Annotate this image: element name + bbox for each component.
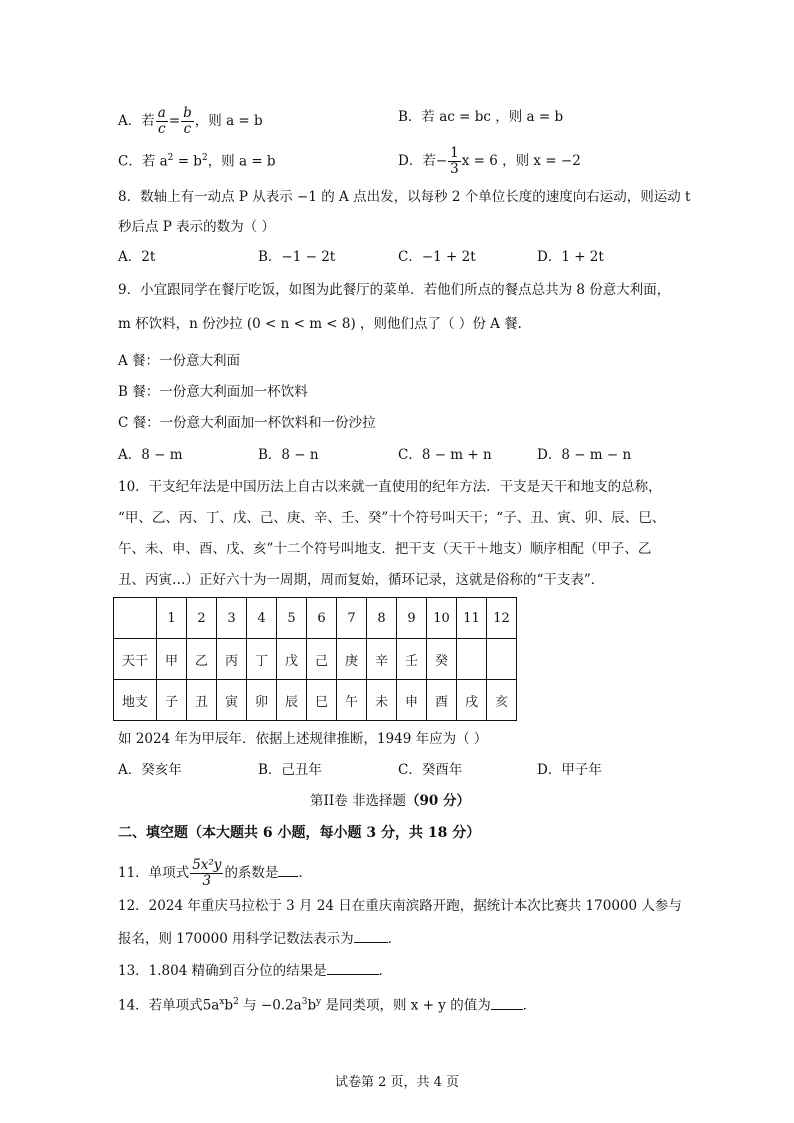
fraction-b-over-c: $\frac{b}{c}$ xyxy=(183,105,192,137)
q11: 11．单项式 $\frac{\text{5x²y}}{3}$ 的系数是 ． xyxy=(118,857,312,889)
fraction-one-third: $\frac{1}{3}$ xyxy=(450,145,459,177)
q9-option-c: C．8 − m + n xyxy=(398,447,492,463)
table-cell: 2 xyxy=(187,598,217,639)
table-cell: 己 xyxy=(307,639,337,680)
table-cell: 辛 xyxy=(367,639,397,680)
q9-option-d: D．8 − m − n xyxy=(537,447,632,463)
fraction-a-over-c: $\frac{a}{c}$ xyxy=(157,105,166,137)
q10-question: 如 2024 年为甲辰年．依据上述规律推断，1949 年应为（ ） xyxy=(118,731,488,747)
q9-stem-line1: 9．小宜跟同学在餐厅吃饭，如图为此餐厅的菜单．若他们所点的餐点总共为 8 份意大利面， xyxy=(118,282,671,298)
q13: 13．1.804 精确到百分位的结果是 ． xyxy=(118,960,392,981)
answer-blank[interactable] xyxy=(327,960,379,975)
q9-menu-c: C 餐：一份意大利面加一杯饮料和一份沙拉 xyxy=(118,415,376,431)
table-cell: 辰 xyxy=(277,680,307,721)
q14: 14．若单项式$5a^xb^2$ 与 $-0.2a^3b^y$ 是同类项，则 x + y 的值为 ． xyxy=(118,992,536,1016)
table-cell: 戊 xyxy=(277,639,307,680)
table-cell: 7 xyxy=(337,598,367,639)
q9-option-b: B．8 − n xyxy=(258,447,319,463)
table-cell: 卯 xyxy=(247,680,277,721)
q10-stem-line3: 午、未、申、酉、戊、亥”十二个符号叫地支．把干支（天干＋地支）顺序相配（甲子、乙 xyxy=(118,541,652,557)
table-row-dizhi xyxy=(114,680,517,721)
table-cell: 子 xyxy=(157,680,187,721)
answer-blank[interactable] xyxy=(278,862,298,877)
q8-stem-line1: 8．数轴上有一动点 P 从表示 −1 的 A 点出发，以每秒 2 个单位长度的速度向右运动，则运动 t xyxy=(118,189,691,205)
ganzhi-table xyxy=(113,597,517,721)
table-cell xyxy=(487,639,517,680)
table-cell: 午 xyxy=(337,680,367,721)
table-cell: 1 xyxy=(157,598,187,639)
q7-option-b: B．若 ac = bc ，则 a = b xyxy=(398,109,564,125)
table-cell: 庚 xyxy=(337,639,367,680)
q8-option-d: D．1 + 2t xyxy=(537,249,604,265)
q10-stem-line1: 10．干支纪年法是中国历法上自古以来就一直使用的纪年方法．干支是天干和地支的总称， xyxy=(118,479,662,495)
table-cell: 申 xyxy=(397,680,427,721)
q7-option-a: A．若 $\frac{a}{c}$ = $\frac{b}{c}$ ，则 a = b xyxy=(118,105,263,137)
answer-blank[interactable] xyxy=(354,928,388,943)
q9-option-a: A．8 − m xyxy=(118,447,183,463)
table-cell: 4 xyxy=(247,598,277,639)
q12-line2: 报名，则 170000 用科学记数法表示为 ． xyxy=(118,928,401,949)
q10-option-d: D．甲子年 xyxy=(537,762,602,778)
table-cell: 3 xyxy=(217,598,247,639)
q10-stem-line4: 丑、丙寅…）正好六十为一周期，周而复始，循环记录，这就是俗称的“干支表”． xyxy=(118,572,605,588)
q8-option-c: C．−1 + 2t xyxy=(398,249,476,265)
q9-stem-line2: m 杯饮料，n 份沙拉 (0 < n < m < 8) ，则他们点了（ ）份 A 餐． xyxy=(118,316,532,332)
table-cell: 天干 xyxy=(114,639,157,680)
table-cell: 11 xyxy=(457,598,487,639)
table-cell: 癸 xyxy=(427,639,457,680)
table-cell: 戌 xyxy=(457,680,487,721)
fraction-monomial: $\frac{\text{5x²y}}{3}$ xyxy=(192,857,222,889)
q7-option-d: D．若− $\frac{1}{3}$ x = 6 ，则 x = −2 xyxy=(398,145,581,177)
page-footer: 试卷第 2 页，共 4 页 xyxy=(334,1075,460,1090)
table-cell: 地支 xyxy=(114,680,157,721)
table-cell: 12 xyxy=(487,598,517,639)
table-cell: 5 xyxy=(277,598,307,639)
table-cell: 丑 xyxy=(187,680,217,721)
table-cell: 6 xyxy=(307,598,337,639)
answer-blank[interactable] xyxy=(491,995,523,1010)
q10-option-b: B．己丑年 xyxy=(258,762,322,778)
q10-option-a: A．癸亥年 xyxy=(118,762,182,778)
table-cell: 10 xyxy=(427,598,457,639)
q12-line1: 12．2024 年重庆马拉松于 3 月 24 日在重庆南滨路开跑，据统计本次比赛共 170000 人参与 xyxy=(118,898,682,914)
table-header-row xyxy=(114,598,517,639)
table-cell xyxy=(114,598,157,639)
q8-stem-line2: 秒后点 P 表示的数为（ ） xyxy=(118,219,275,235)
q10-option-c: C．癸酉年 xyxy=(398,762,463,778)
table-cell: 丁 xyxy=(247,639,277,680)
table-row-tiangan xyxy=(114,639,517,680)
section-heading: 二、填空题（本大题共 6 小题，每小题 3 分，共 18 分） xyxy=(118,825,481,841)
q10-stem-line2: “甲、乙、丙、丁、戊、己、庚、辛、壬、癸”十个符号叫天干；“子、丑、寅、卯、辰、巳、 xyxy=(118,510,666,526)
q7-option-c: C．若 $a^2 = b^2$，则 a = b xyxy=(118,153,276,170)
q9-menu-a: A 餐：一份意大利面 xyxy=(118,353,241,369)
table-cell xyxy=(457,639,487,680)
q8-option-a: A．2t xyxy=(118,249,156,265)
table-cell: 甲 xyxy=(157,639,187,680)
table-cell: 亥 xyxy=(487,680,517,721)
table-cell: 酉 xyxy=(427,680,457,721)
table-cell: 8 xyxy=(367,598,397,639)
table-cell: 巳 xyxy=(307,680,337,721)
table-cell: 寅 xyxy=(217,680,247,721)
volume-title: 第II卷 非选择题（90 分） xyxy=(310,793,470,809)
table-cell: 乙 xyxy=(187,639,217,680)
table-cell: 9 xyxy=(397,598,427,639)
q8-option-b: B．−1 − 2t xyxy=(258,249,336,265)
table-cell: 丙 xyxy=(217,639,247,680)
table-cell: 壬 xyxy=(397,639,427,680)
table-cell: 未 xyxy=(367,680,397,721)
q9-menu-b: B 餐：一份意大利面加一杯饮料 xyxy=(118,384,308,400)
